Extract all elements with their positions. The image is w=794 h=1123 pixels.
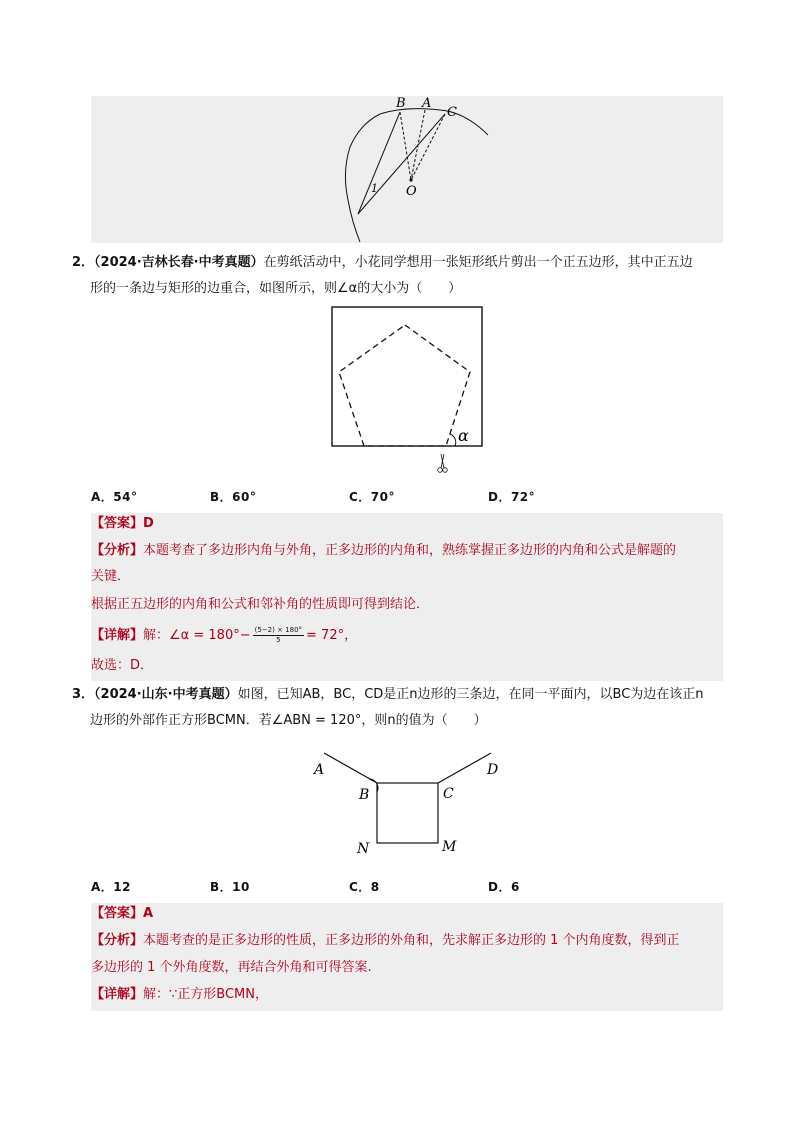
q2-choice-d: D．72°: [488, 490, 536, 504]
q2-source: （2024·吉林长春·中考真题）: [94, 255, 264, 270]
q2-text: 在剪纸活动中，小花同学想用一张矩形纸片剪出一个正五边形，其中正五边: [263, 255, 693, 270]
q3-choice-a: A．12: [91, 880, 131, 894]
q3-text-line2: 边形的外部作正方形BCMN．若∠ABN = 120°，则n的值为（ ）: [90, 713, 487, 728]
scissors-icon: [438, 454, 448, 472]
q2-conclusion: 故选：D．: [91, 658, 154, 673]
label-angle-1: 1: [371, 182, 378, 195]
q3-choice-b: B．10: [210, 880, 250, 894]
q3-choice-d: D．6: [488, 880, 520, 894]
label-o: O: [406, 184, 417, 199]
q3-label-c: C: [443, 786, 454, 802]
q3-label-m: M: [442, 839, 457, 855]
q2-alpha-label: α: [458, 426, 469, 445]
q3-number: 3．: [72, 687, 95, 702]
q2-choice-a: A．54°: [91, 490, 138, 504]
q2-analysis-line2: 关键．: [91, 569, 131, 584]
q2-detail: 【详解】解：∠α = 180°− $\frac{(5-2) \times 180^\circ}{5}$ = 72°，: [91, 626, 358, 644]
q2-text-line1: [72, 254, 693, 272]
q3-detail: 【详解】解：∵正方形BCMN，: [91, 987, 268, 1002]
square-figure: [310, 745, 510, 860]
q2-choice-c: C．70°: [349, 490, 396, 504]
q3-choice-c: C．8: [349, 880, 380, 894]
q2-answer: 【答案】D: [91, 516, 154, 531]
q3-analysis-line1: 【分析】本题考查的是正多边形的性质，正多边形的外角和，先求解正多边形的 1 个内角度数，得到正: [91, 933, 680, 948]
q2-analysis-line1: 【分析】本题考查了多边形内角与外角，正多边形的内角和，熟练掌握正多边形的内角和公式是解题的: [91, 543, 677, 558]
q3-answer: 【答案】A: [91, 906, 154, 921]
q2-choice-b: B．60°: [210, 490, 257, 504]
label-b: B: [396, 96, 406, 111]
q3-text: 如图，已知AB，BC，CD是正n边形的三条边，在同一平面内，以BC为边在该正n: [237, 687, 704, 702]
q3-text-line1: [72, 686, 704, 704]
figure1-circle-diagram: [330, 92, 500, 247]
q2-number: 2．: [72, 255, 95, 270]
q3-label-d: D: [487, 762, 499, 778]
label-c: C: [447, 105, 457, 120]
q2-analysis-line3: 根据正五边形的内角和公式和邻补角的性质即可得到结论．: [91, 597, 430, 612]
q2-text-line2: 形的一条边与矩形的边重合，如图所示，则∠α的大小为（ ）: [90, 281, 462, 296]
pentagon-figure: [325, 300, 490, 480]
q3-label-a: A: [314, 762, 325, 778]
q3-source: （2024·山东·中考真题）: [94, 687, 238, 702]
label-a: A: [422, 96, 432, 111]
q3-label-b: B: [359, 787, 370, 803]
q3-analysis-line2: 多边形的 1 个外角度数，再结合外角和可得答案.: [91, 960, 372, 975]
q3-label-n: N: [357, 841, 370, 857]
